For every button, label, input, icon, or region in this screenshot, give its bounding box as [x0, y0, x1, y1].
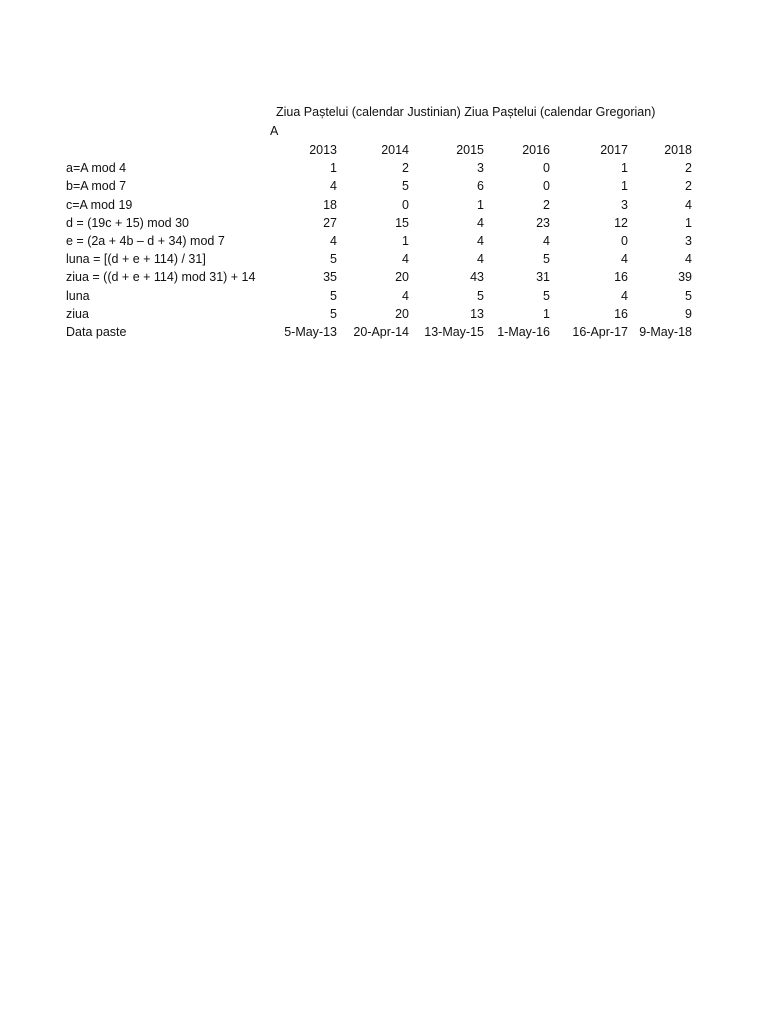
row-label: luna = [(d + e + 114) / 31] [66, 252, 206, 267]
value-cell: 4 [685, 252, 692, 267]
value-cell: 2 [685, 179, 692, 194]
value-cell: 43 [470, 270, 484, 285]
header-blank-cell [66, 141, 272, 159]
table-row [66, 177, 692, 195]
year-label: A [270, 124, 279, 138]
value-cell: 1 [685, 215, 692, 230]
value-cell: 2 [685, 161, 692, 176]
value-cell: 27 [323, 215, 337, 230]
table-row [66, 214, 692, 232]
value-cell: 35 [323, 270, 337, 285]
value-cell: 4 [685, 197, 692, 212]
value-cell: 2 [543, 197, 550, 212]
date-cell: 9-May-18 [639, 325, 692, 340]
table-row [66, 323, 692, 341]
date-cell: 1-May-16 [497, 325, 550, 340]
table-row [66, 159, 692, 177]
value-cell: 0 [543, 161, 550, 176]
value-cell: 6 [477, 179, 484, 194]
row-label: c=A mod 19 [66, 197, 133, 212]
easter-calculation-table [66, 141, 692, 341]
row-label: a=A mod 4 [66, 161, 127, 176]
row-label: Data paste [66, 325, 127, 340]
table-row [66, 287, 692, 305]
value-cell: 23 [536, 215, 550, 230]
value-cell: 9 [685, 306, 692, 321]
value-cell: 31 [536, 270, 550, 285]
value-cell: 20 [395, 270, 409, 285]
date-cell: 16-Apr-17 [572, 325, 628, 340]
value-cell: 1 [543, 306, 550, 321]
value-cell: 3 [621, 197, 628, 212]
value-cell: 15 [395, 215, 409, 230]
row-label: ziua [66, 306, 89, 321]
value-cell: 5 [543, 252, 550, 267]
value-cell: 5 [330, 306, 337, 321]
value-cell: 16 [614, 306, 628, 321]
row-label: e = (2a + 4b – d + 34) mod 7 [66, 234, 225, 249]
row-label: b=A mod 7 [66, 179, 127, 194]
year-header-cell: 2013 [309, 143, 337, 157]
value-cell: 2 [402, 161, 409, 176]
value-cell: 5 [330, 252, 337, 267]
value-cell: 13 [470, 306, 484, 321]
value-cell: 12 [614, 215, 628, 230]
value-cell: 5 [685, 288, 692, 303]
row-label: luna [66, 288, 90, 303]
value-cell: 4 [402, 288, 409, 303]
table-row [66, 268, 692, 286]
table-row [66, 196, 692, 214]
value-cell: 20 [395, 306, 409, 321]
year-header-cell: 2018 [664, 143, 692, 157]
value-cell: 4 [621, 288, 628, 303]
value-cell: 0 [621, 234, 628, 249]
value-cell: 4 [477, 234, 484, 249]
value-cell: 1 [402, 234, 409, 249]
value-cell: 4 [330, 234, 337, 249]
value-cell: 4 [330, 179, 337, 194]
year-header-row [66, 141, 692, 159]
value-cell: 0 [543, 179, 550, 194]
date-cell: 5-May-13 [284, 325, 337, 340]
year-header-cell: 2017 [600, 143, 628, 157]
year-header-cell: 2014 [381, 143, 409, 157]
sheet-title: Ziua Paștelui (calendar Justinian) Ziua Paștelui (calendar Gregorian) [276, 105, 656, 119]
value-cell: 1 [621, 179, 628, 194]
value-cell: 16 [614, 270, 628, 285]
value-cell: 1 [330, 161, 337, 176]
date-cell: 20-Apr-14 [353, 325, 409, 340]
value-cell: 39 [678, 270, 692, 285]
row-label: ziua = ((d + e + 114) mod 31) + 14 [66, 270, 256, 285]
value-cell: 4 [477, 252, 484, 267]
table-row [66, 305, 692, 323]
value-cell: 4 [621, 252, 628, 267]
value-cell: 4 [477, 215, 484, 230]
value-cell: 3 [685, 234, 692, 249]
value-cell: 5 [330, 288, 337, 303]
row-label: d = (19c + 15) mod 30 [66, 215, 189, 230]
value-cell: 5 [477, 288, 484, 303]
value-cell: 0 [402, 197, 409, 212]
value-cell: 1 [621, 161, 628, 176]
value-cell: 1 [477, 197, 484, 212]
date-cell: 13-May-15 [424, 325, 484, 340]
table-row [66, 250, 692, 268]
value-cell: 5 [402, 179, 409, 194]
value-cell: 4 [543, 234, 550, 249]
value-cell: 4 [402, 252, 409, 267]
year-header-cell: 2015 [456, 143, 484, 157]
value-cell: 3 [477, 161, 484, 176]
value-cell: 18 [323, 197, 337, 212]
table-row [66, 232, 692, 250]
year-header-cell: 2016 [522, 143, 550, 157]
value-cell: 5 [543, 288, 550, 303]
